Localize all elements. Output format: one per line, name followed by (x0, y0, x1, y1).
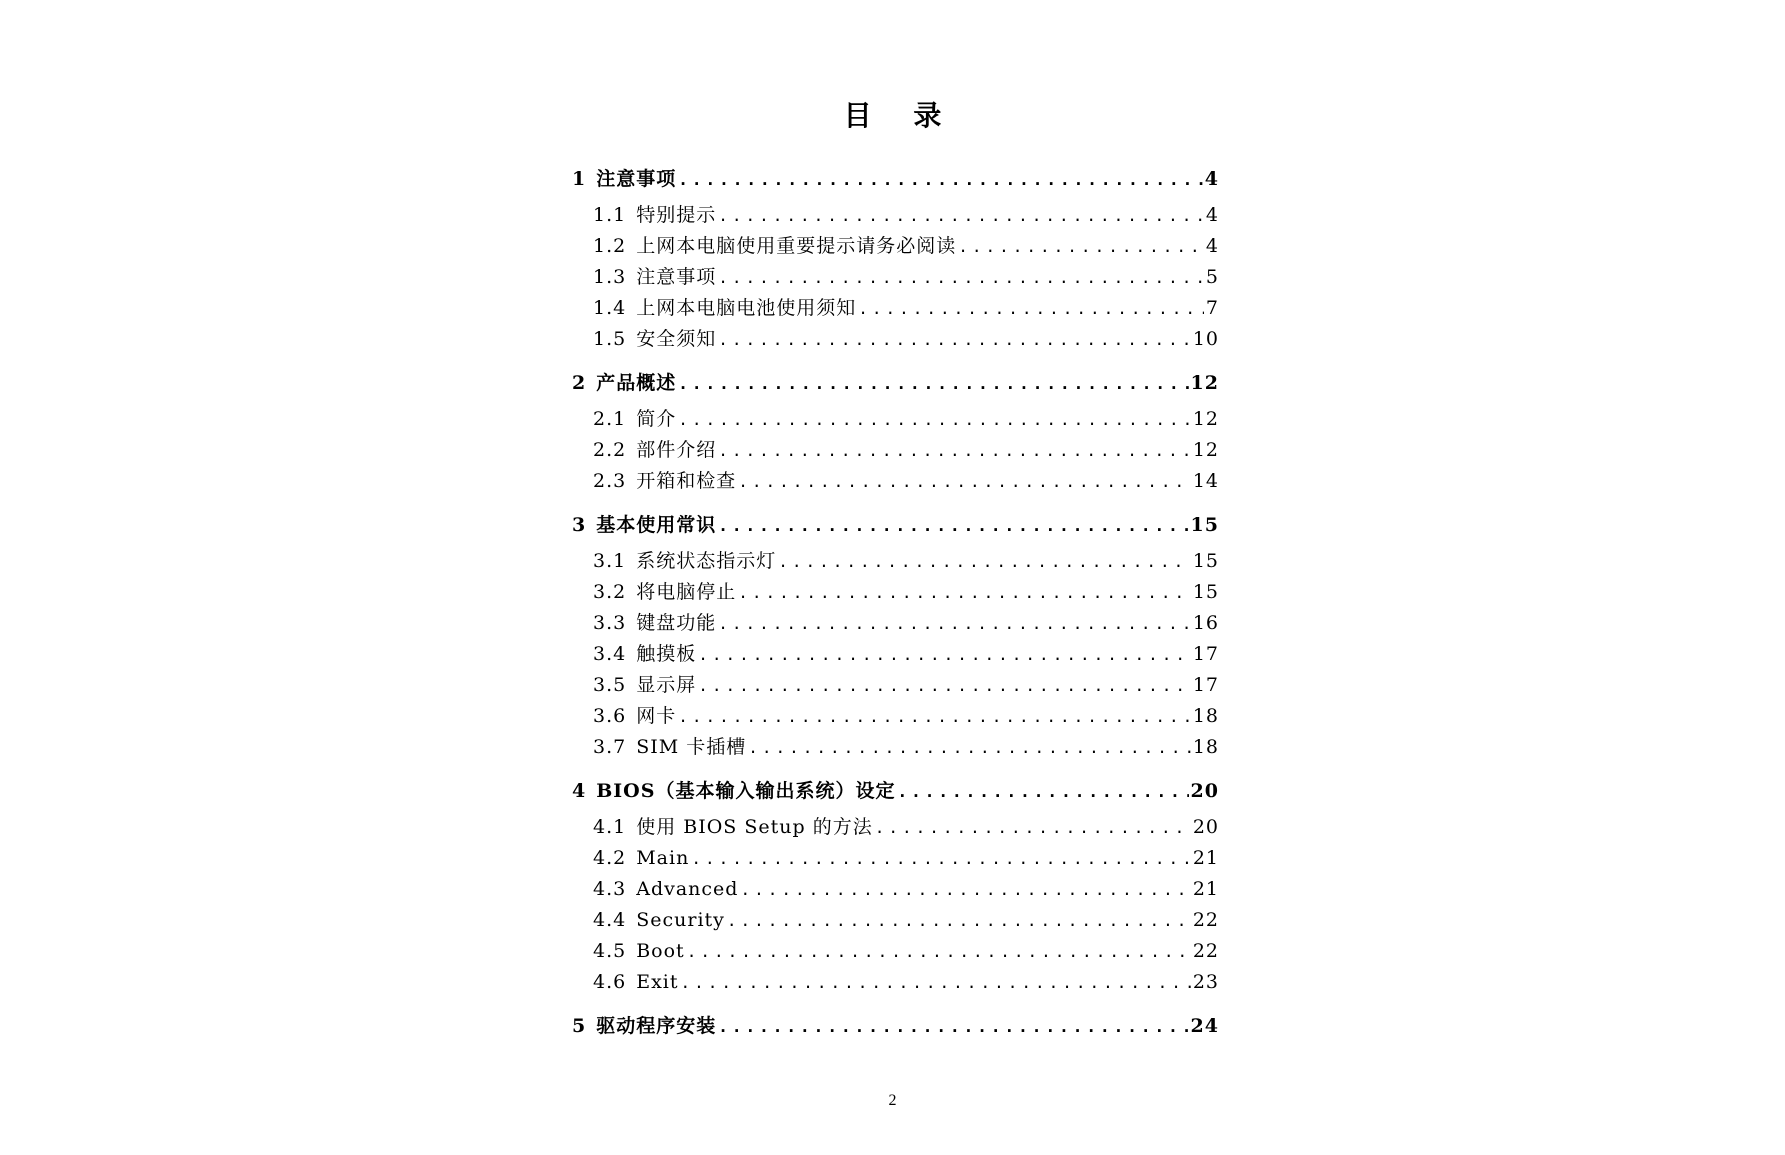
toc-leader-dots (897, 771, 1188, 812)
toc-entry-label: Main (636, 847, 690, 869)
toc-entry-number: 3.1 (593, 550, 627, 572)
toc-chapter-entry[interactable] (572, 158, 1219, 200)
toc-entry-label: Advanced (636, 878, 739, 900)
toc-entry-label: 网卡 (636, 705, 677, 727)
toc-entry-label: 系统状态指示灯 (636, 550, 777, 572)
toc-entry-label: Boot (636, 940, 685, 962)
toc-entry-number: 2 (572, 372, 587, 394)
toc-entry-page: 7 (1205, 297, 1219, 319)
toc-section-entry[interactable] (572, 546, 1219, 577)
toc-entry-label: 部件介绍 (636, 439, 717, 461)
toc-entry-page: 18 (1192, 736, 1219, 758)
toc-section-entry[interactable] (572, 874, 1219, 905)
toc-entry-label: 简介 (636, 408, 677, 430)
toc-entry-number: 1.2 (593, 235, 627, 257)
toc-entry-page: 16 (1192, 612, 1219, 634)
toc-leader-dots (678, 701, 1191, 732)
toc-section-entry[interactable] (572, 200, 1219, 231)
toc-section-entry[interactable] (572, 404, 1219, 435)
toc-entry-label: 触摸板 (636, 643, 697, 665)
toc-leader-dots (678, 404, 1191, 435)
toc-leader-dots (727, 905, 1191, 936)
toc-section-entry[interactable] (572, 732, 1219, 763)
toc-entry-label: 上网本电脑电池使用须知 (636, 297, 857, 319)
toc-leader-dots (718, 435, 1191, 466)
toc-leader-dots (718, 200, 1204, 231)
toc-leader-dots (718, 1006, 1188, 1047)
toc-entry-label: 驱动程序安装 (596, 1015, 717, 1037)
toc-chapter-entry[interactable] (572, 504, 1219, 546)
toc-entry-number: 1.4 (593, 297, 627, 319)
toc-entry-page: 20 (1192, 816, 1219, 838)
toc-section-entry[interactable] (572, 843, 1219, 874)
toc-entry-number: 4.3 (593, 878, 627, 900)
toc-entry-number: 1.1 (593, 204, 627, 226)
toc-leader-dots (678, 159, 1203, 200)
toc-section-entry[interactable] (572, 231, 1219, 262)
toc-leader-dots (718, 608, 1191, 639)
table-of-contents (572, 158, 1219, 1047)
toc-entry-number: 2.3 (593, 470, 627, 492)
toc-leader-dots (740, 874, 1190, 905)
toc-entry-number: 4.6 (593, 971, 627, 993)
toc-entry-number: 1.3 (593, 266, 627, 288)
toc-entry-number: 3.2 (593, 581, 627, 603)
toc-entry-number: 2.2 (593, 439, 627, 461)
toc-entry-page: 23 (1192, 971, 1219, 993)
toc-section-entry[interactable] (572, 936, 1219, 967)
toc-leader-dots (691, 843, 1190, 874)
toc-leader-dots (738, 577, 1191, 608)
toc-section-entry[interactable] (572, 324, 1219, 355)
toc-section-entry[interactable] (572, 293, 1219, 324)
toc-section-entry[interactable] (572, 262, 1219, 293)
toc-leader-dots (875, 812, 1191, 843)
toc-section-entry[interactable] (572, 812, 1219, 843)
toc-entry-number: 4.4 (593, 909, 627, 931)
toc-entry-page: 4 (1205, 235, 1219, 257)
toc-leader-dots (718, 324, 1191, 355)
toc-section-entry[interactable] (572, 967, 1219, 998)
toc-entry-page: 24 (1190, 1015, 1219, 1037)
toc-entry-label: 开箱和检查 (636, 470, 737, 492)
toc-entry-page: 14 (1192, 470, 1219, 492)
toc-entry-page: 4 (1205, 204, 1219, 226)
toc-section-entry[interactable] (572, 577, 1219, 608)
toc-entry-label: Exit (636, 971, 679, 993)
toc-entry-page: 21 (1192, 878, 1219, 900)
toc-chapter-entry[interactable] (572, 1005, 1219, 1047)
toc-leader-dots (681, 967, 1191, 998)
toc-leader-dots (738, 466, 1191, 497)
toc-entry-number: 4.2 (593, 847, 627, 869)
toc-entry-page: 20 (1190, 780, 1219, 802)
page-number: 2 (888, 1092, 897, 1109)
toc-entry-label: SIM 卡插槽 (636, 736, 747, 758)
toc-section-entry[interactable] (572, 466, 1219, 497)
toc-entry-number: 5 (572, 1015, 587, 1037)
toc-entry-label: 安全须知 (636, 328, 717, 350)
toc-entry-number: 4.1 (593, 816, 627, 838)
toc-entry-label: 上网本电脑使用重要提示请务必阅读 (636, 235, 957, 257)
toc-leader-dots (687, 936, 1191, 967)
toc-entry-number: 3.4 (593, 643, 627, 665)
toc-entry-page: 4 (1204, 168, 1219, 190)
toc-leader-dots (718, 262, 1204, 293)
toc-entry-page: 12 (1192, 439, 1219, 461)
toc-entry-label: 键盘功能 (636, 612, 717, 634)
toc-entry-label: BIOS（基本输入输出系统）设定 (596, 780, 896, 802)
toc-entry-label: 注意事项 (596, 168, 677, 190)
toc-entry-number: 3.5 (593, 674, 627, 696)
toc-entry-label: 产品概述 (596, 372, 677, 394)
toc-entry-page: 12 (1192, 408, 1219, 430)
toc-entry-page: 18 (1192, 705, 1219, 727)
toc-section-entry[interactable] (572, 435, 1219, 466)
toc-entry-page: 5 (1205, 266, 1219, 288)
toc-section-entry[interactable] (572, 670, 1219, 701)
toc-entry-number: 3.3 (593, 612, 627, 634)
toc-section-entry[interactable] (572, 905, 1219, 936)
toc-leader-dots (718, 505, 1188, 546)
toc-entry-page: 21 (1192, 847, 1219, 869)
toc-chapter-entry[interactable] (572, 770, 1219, 812)
toc-entry-page: 12 (1190, 372, 1219, 394)
toc-entry-number: 4.5 (593, 940, 627, 962)
toc-leader-dots (778, 546, 1191, 577)
toc-entry-label: 注意事项 (636, 266, 717, 288)
toc-entry-number: 1 (572, 168, 587, 190)
toc-entry-page: 15 (1192, 550, 1219, 572)
toc-entry-number: 1.5 (593, 328, 627, 350)
toc-entry-label: 基本使用常识 (596, 514, 717, 536)
toc-entry-number: 3.6 (593, 705, 627, 727)
toc-entry-number: 3.7 (593, 736, 627, 758)
toc-entry-label: 使用 BIOS Setup 的方法 (636, 816, 873, 838)
toc-entry-page: 17 (1192, 643, 1219, 665)
toc-leader-dots (698, 670, 1191, 701)
toc-leader-dots (678, 363, 1188, 404)
toc-entry-page: 22 (1192, 940, 1219, 962)
toc-section-entry[interactable] (572, 701, 1219, 732)
toc-leader-dots (698, 639, 1191, 670)
toc-section-entry[interactable] (572, 608, 1219, 639)
toc-entry-number: 4 (572, 780, 587, 802)
toc-leader-dots (958, 231, 1204, 262)
toc-entry-page: 17 (1192, 674, 1219, 696)
toc-entry-number: 3 (572, 514, 587, 536)
page-title: 目 录 (843, 99, 958, 132)
toc-leader-dots (858, 293, 1204, 324)
toc-entry-page: 15 (1190, 514, 1219, 536)
toc-leader-dots (748, 732, 1191, 763)
toc-entry-label: 将电脑停止 (636, 581, 737, 603)
toc-entry-label: Security (636, 909, 725, 931)
toc-entry-label: 显示屏 (636, 674, 697, 696)
toc-entry-number: 2.1 (593, 408, 627, 430)
toc-entry-page: 15 (1192, 581, 1219, 603)
toc-entry-page: 22 (1192, 909, 1219, 931)
toc-chapter-entry[interactable] (572, 362, 1219, 404)
toc-entry-page: 10 (1192, 328, 1219, 350)
toc-entry-label: 特别提示 (636, 204, 717, 226)
toc-section-entry[interactable] (572, 639, 1219, 670)
